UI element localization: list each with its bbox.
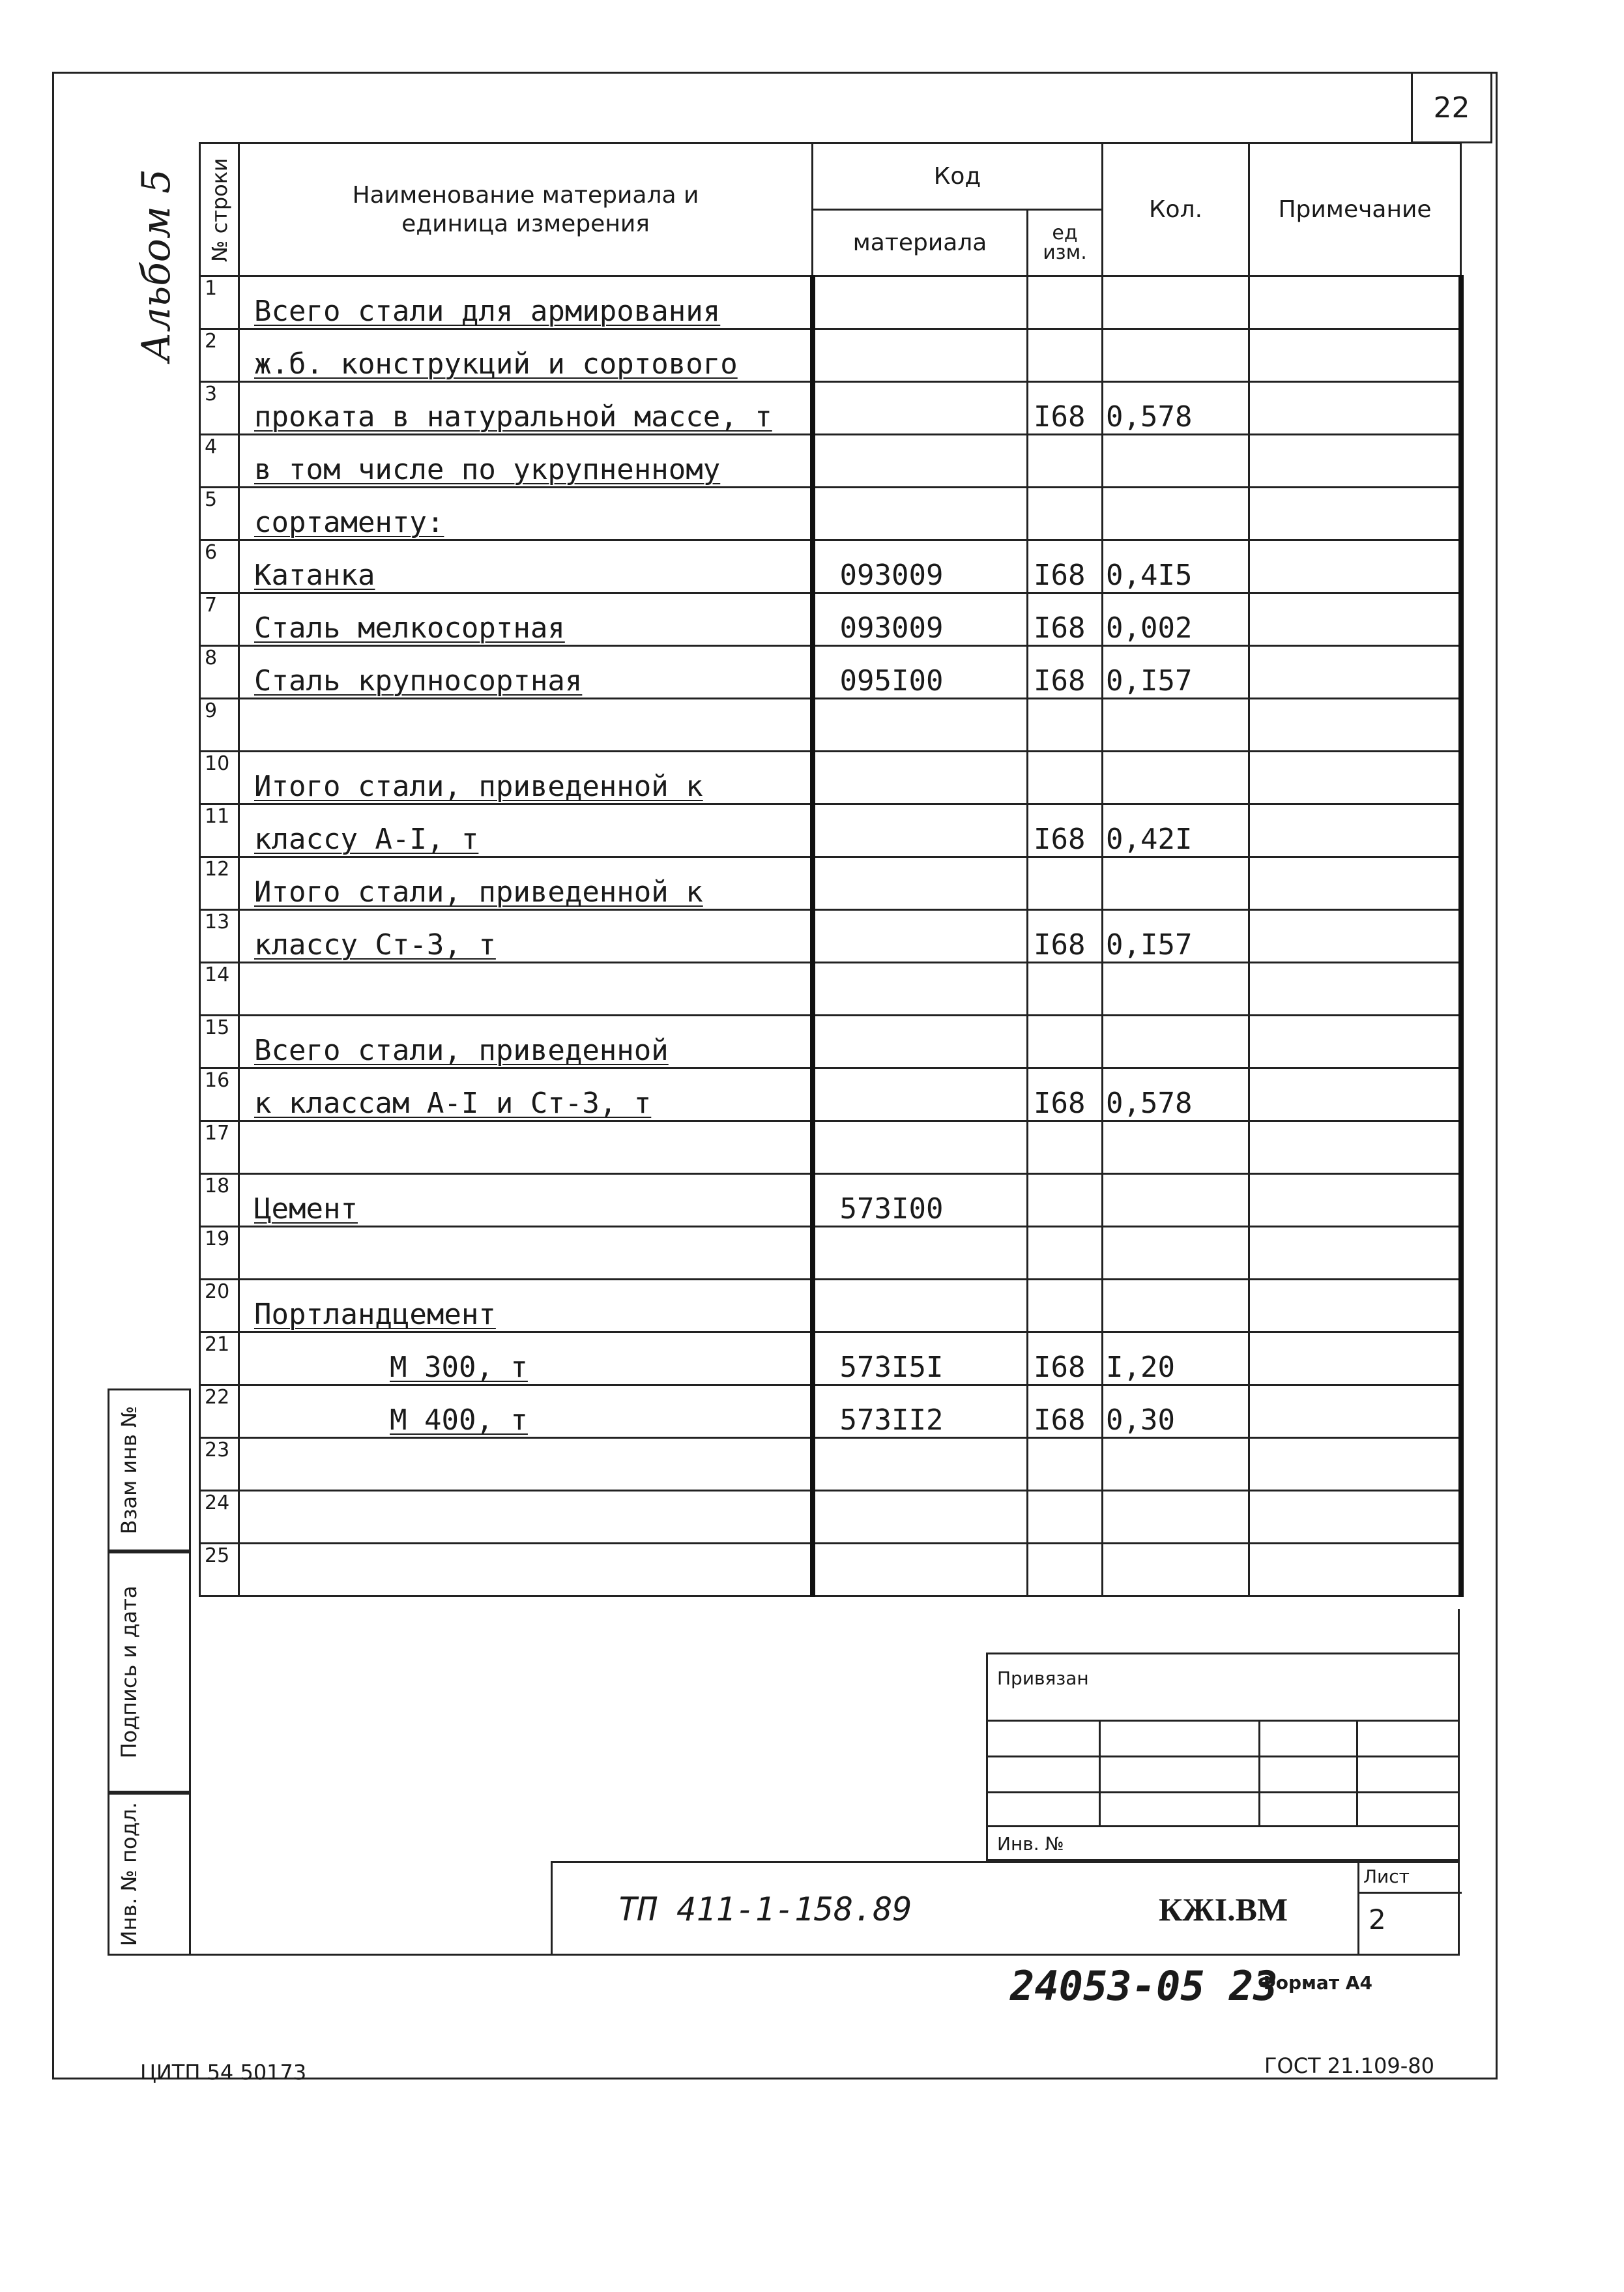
- row-name: Катанка: [239, 540, 813, 593]
- row-name: Итого стали, приведенной к: [239, 857, 813, 910]
- table-row: [200, 329, 1461, 382]
- row-name: [239, 699, 813, 752]
- table-row: [200, 593, 1461, 646]
- row-material-code: [813, 752, 1028, 804]
- row-note: [1249, 1544, 1461, 1596]
- row-number: 25: [200, 1544, 239, 1596]
- row-note: [1249, 1280, 1461, 1332]
- row-quantity: 0,578: [1103, 1068, 1249, 1121]
- row-note: [1249, 1068, 1461, 1121]
- row-unit-code: [1028, 1121, 1103, 1174]
- row-name: М 300, т: [239, 1332, 813, 1385]
- row-note: [1249, 593, 1461, 646]
- row-material-code: [813, 699, 1028, 752]
- table-row: [200, 1068, 1461, 1121]
- row-unit-code: [1028, 329, 1103, 382]
- row-name: классу Ст-3, т: [239, 910, 813, 963]
- row-material-code: [813, 1491, 1028, 1544]
- row-material-code: 095I00: [813, 646, 1028, 699]
- row-material-code: [813, 1121, 1028, 1174]
- row-material-code: [813, 276, 1028, 329]
- row-unit-code: [1028, 1491, 1103, 1544]
- row-number: 12: [200, 857, 239, 910]
- row-unit-code: [1028, 699, 1103, 752]
- privyazan-grid-v3: [1356, 1720, 1358, 1825]
- privyazan-label: Привязан: [997, 1668, 1089, 1689]
- row-name: сортаменту:: [239, 488, 813, 540]
- row-number: 13: [200, 910, 239, 963]
- row-number: 22: [200, 1385, 239, 1438]
- table-row: [200, 963, 1461, 1016]
- row-number: 14: [200, 963, 239, 1016]
- row-unit-code: [1028, 276, 1103, 329]
- row-number: 7: [200, 593, 239, 646]
- row-number: 3: [200, 382, 239, 435]
- table-row: [200, 1332, 1461, 1385]
- row-quantity: 0,42I: [1103, 804, 1249, 857]
- header-qty: Кол.: [1103, 143, 1249, 276]
- side-stamp-podpis: [108, 1551, 191, 1793]
- row-note: [1249, 435, 1461, 488]
- inv-no-label: Инв. №: [997, 1833, 1064, 1855]
- title-stamp: [551, 1861, 1460, 1956]
- row-name: Портландцемент: [239, 1280, 813, 1332]
- table-row: [200, 1227, 1461, 1280]
- row-unit-code: I68: [1028, 1332, 1103, 1385]
- table-row: [200, 488, 1461, 540]
- side-inv-podl-label: Инв. № подл.: [117, 1802, 141, 1947]
- row-unit-code: [1028, 963, 1103, 1016]
- row-note: [1249, 1016, 1461, 1068]
- row-name: [239, 1544, 813, 1596]
- row-material-code: 093009: [813, 593, 1028, 646]
- row-name: ж.б. конструкций и сортового: [239, 329, 813, 382]
- row-note: [1249, 1385, 1461, 1438]
- table-row: [200, 435, 1461, 488]
- row-unit-code: [1028, 1544, 1103, 1596]
- table-row: [200, 1544, 1461, 1596]
- row-note: [1249, 1438, 1461, 1491]
- row-note: [1249, 329, 1461, 382]
- row-note: [1249, 646, 1461, 699]
- row-material-code: 573II2: [813, 1385, 1028, 1438]
- row-unit-code: [1028, 857, 1103, 910]
- row-note: [1249, 488, 1461, 540]
- row-quantity: I,20: [1103, 1332, 1249, 1385]
- table-row: [200, 540, 1461, 593]
- row-note: [1249, 540, 1461, 593]
- row-quantity: [1103, 1491, 1249, 1544]
- table-row: [200, 276, 1461, 329]
- row-quantity: 0,I57: [1103, 646, 1249, 699]
- row-unit-code: I68: [1028, 804, 1103, 857]
- row-name: Итого стали, приведенной к: [239, 752, 813, 804]
- row-material-code: 573I00: [813, 1174, 1028, 1227]
- row-quantity: [1103, 963, 1249, 1016]
- privyazan-grid-v1: [1099, 1720, 1101, 1825]
- sheet-number: 22: [1411, 72, 1492, 143]
- row-unit-code: [1028, 752, 1103, 804]
- list-cell: [1357, 1863, 1462, 1954]
- row-name: [239, 1227, 813, 1280]
- row-unit-code: [1028, 435, 1103, 488]
- row-unit-code: I68: [1028, 646, 1103, 699]
- row-material-code: [813, 963, 1028, 1016]
- row-quantity: [1103, 276, 1249, 329]
- section-code: КЖI.ВМ: [1159, 1891, 1288, 1928]
- row-quantity: [1103, 1016, 1249, 1068]
- row-unit-code: I68: [1028, 593, 1103, 646]
- designation: ТП 411-1-158.89: [618, 1890, 912, 1928]
- row-material-code: 573I5I: [813, 1332, 1028, 1385]
- row-name: классу А-I, т: [239, 804, 813, 857]
- row-unit-code: I68: [1028, 1385, 1103, 1438]
- header-unit: ед изм.: [1028, 210, 1103, 276]
- table-row: [200, 857, 1461, 910]
- row-note: [1249, 1332, 1461, 1385]
- table-row: [200, 1121, 1461, 1174]
- row-note: [1249, 804, 1461, 857]
- privyazan-grid-r2: [988, 1756, 1458, 1757]
- row-number: 2: [200, 329, 239, 382]
- row-material-code: [813, 435, 1028, 488]
- row-quantity: [1103, 857, 1249, 910]
- row-quantity: [1103, 1227, 1249, 1280]
- row-note: [1249, 1227, 1461, 1280]
- row-note: [1249, 382, 1461, 435]
- table-row: [200, 1174, 1461, 1227]
- header-name: Наименование материала и единица измерения: [239, 143, 813, 276]
- row-number: 19: [200, 1227, 239, 1280]
- footer-right: ГОСТ 21.109-80: [1264, 2053, 1434, 2078]
- table-row: [200, 699, 1461, 752]
- row-quantity: 0,4I5: [1103, 540, 1249, 593]
- row-quantity: [1103, 435, 1249, 488]
- row-note: [1249, 857, 1461, 910]
- row-quantity: [1103, 752, 1249, 804]
- row-unit-code: [1028, 488, 1103, 540]
- row-material-code: [813, 804, 1028, 857]
- row-quantity: 0,I57: [1103, 910, 1249, 963]
- row-quantity: [1103, 1438, 1249, 1491]
- row-quantity: [1103, 1280, 1249, 1332]
- row-material-code: [813, 910, 1028, 963]
- list-number: 2: [1369, 1903, 1386, 1935]
- privyazan-grid-v2: [1258, 1720, 1260, 1825]
- row-quantity: [1103, 1174, 1249, 1227]
- format-label: Формат А4: [1258, 1972, 1372, 1993]
- privyazan-grid-r3: [988, 1791, 1458, 1793]
- row-number: 20: [200, 1280, 239, 1332]
- table-row: [200, 1280, 1461, 1332]
- row-name: [239, 1491, 813, 1544]
- row-number: 4: [200, 435, 239, 488]
- row-number: 10: [200, 752, 239, 804]
- row-number: 18: [200, 1174, 239, 1227]
- row-quantity: 0,578: [1103, 382, 1249, 435]
- row-note: [1249, 1121, 1461, 1174]
- row-note: [1249, 699, 1461, 752]
- list-divider: [1359, 1892, 1462, 1894]
- row-number: 23: [200, 1438, 239, 1491]
- row-name: [239, 963, 813, 1016]
- row-number: 21: [200, 1332, 239, 1385]
- row-name: в том числе по укрупненному: [239, 435, 813, 488]
- row-number: 16: [200, 1068, 239, 1121]
- row-unit-code: [1028, 1227, 1103, 1280]
- header-material: материала: [813, 210, 1028, 276]
- row-note: [1249, 1491, 1461, 1544]
- row-unit-code: I68: [1028, 910, 1103, 963]
- row-name: Цемент: [239, 1174, 813, 1227]
- row-material-code: 093009: [813, 540, 1028, 593]
- table-row: [200, 1438, 1461, 1491]
- album-note: Альбом 5: [134, 168, 179, 362]
- row-number: 17: [200, 1121, 239, 1174]
- header-row-no: № строки: [200, 143, 239, 276]
- privyazan-block: [986, 1653, 1460, 1861]
- side-vzam-label: Взам инв №: [117, 1405, 141, 1535]
- table-row: [200, 1016, 1461, 1068]
- footer-left: ЦИТП 54 50173: [140, 2060, 307, 2085]
- row-quantity: [1103, 699, 1249, 752]
- row-unit-code: [1028, 1280, 1103, 1332]
- row-quantity: [1103, 329, 1249, 382]
- row-number: 11: [200, 804, 239, 857]
- header-note: Примечание: [1249, 143, 1461, 276]
- row-name: Сталь крупносортная: [239, 646, 813, 699]
- table-row: [200, 1491, 1461, 1544]
- row-name: Всего стали для армирования: [239, 276, 813, 329]
- row-number: 8: [200, 646, 239, 699]
- row-number: 24: [200, 1491, 239, 1544]
- row-name: [239, 1438, 813, 1491]
- row-quantity: [1103, 1544, 1249, 1596]
- row-material-code: [813, 329, 1028, 382]
- table-row: [200, 804, 1461, 857]
- row-quantity: 0,002: [1103, 593, 1249, 646]
- row-unit-code: I68: [1028, 1068, 1103, 1121]
- row-material-code: [813, 382, 1028, 435]
- row-unit-code: I68: [1028, 382, 1103, 435]
- header-code: Код: [813, 143, 1103, 210]
- side-podpis-label: Подпись и дата: [117, 1585, 141, 1759]
- row-note: [1249, 276, 1461, 329]
- row-name: Сталь мелкосортная: [239, 593, 813, 646]
- row-name: [239, 1121, 813, 1174]
- row-number: 1: [200, 276, 239, 329]
- row-name: к классам А-I и Ст-3, т: [239, 1068, 813, 1121]
- row-material-code: [813, 1280, 1028, 1332]
- privyazan-grid-r4: [988, 1825, 1458, 1827]
- row-number: 5: [200, 488, 239, 540]
- row-name: проката в натуральной массе, т: [239, 382, 813, 435]
- row-note: [1249, 910, 1461, 963]
- row-material-code: [813, 1438, 1028, 1491]
- row-unit-code: I68: [1028, 540, 1103, 593]
- row-material-code: [813, 1016, 1028, 1068]
- row-quantity: [1103, 488, 1249, 540]
- list-label: Лист: [1363, 1866, 1410, 1887]
- table-row: [200, 382, 1461, 435]
- table-row: [200, 646, 1461, 699]
- archive-number: 24053-05 23: [1010, 1962, 1278, 2010]
- side-stamp-inv-podl: [108, 1793, 191, 1956]
- row-material-code: [813, 1544, 1028, 1596]
- row-note: [1249, 963, 1461, 1016]
- row-note: [1249, 752, 1461, 804]
- row-material-code: [813, 857, 1028, 910]
- row-name: Всего стали, приведенной: [239, 1016, 813, 1068]
- row-name: М 400, т: [239, 1385, 813, 1438]
- spec-body: [200, 276, 1461, 1596]
- privyazan-grid-top: [988, 1720, 1458, 1722]
- row-unit-code: [1028, 1174, 1103, 1227]
- row-material-code: [813, 488, 1028, 540]
- row-unit-code: [1028, 1016, 1103, 1068]
- row-quantity: 0,30: [1103, 1385, 1249, 1438]
- spec-table: [199, 142, 1464, 1597]
- side-stamp-vzam: [108, 1388, 191, 1551]
- row-quantity: [1103, 1121, 1249, 1174]
- row-material-code: [813, 1227, 1028, 1280]
- row-unit-code: [1028, 1438, 1103, 1491]
- table-row: [200, 752, 1461, 804]
- row-note: [1249, 1174, 1461, 1227]
- row-number: 6: [200, 540, 239, 593]
- row-number: 15: [200, 1016, 239, 1068]
- table-row: [200, 910, 1461, 963]
- row-material-code: [813, 1068, 1028, 1121]
- table-row: [200, 1385, 1461, 1438]
- row-number: 9: [200, 699, 239, 752]
